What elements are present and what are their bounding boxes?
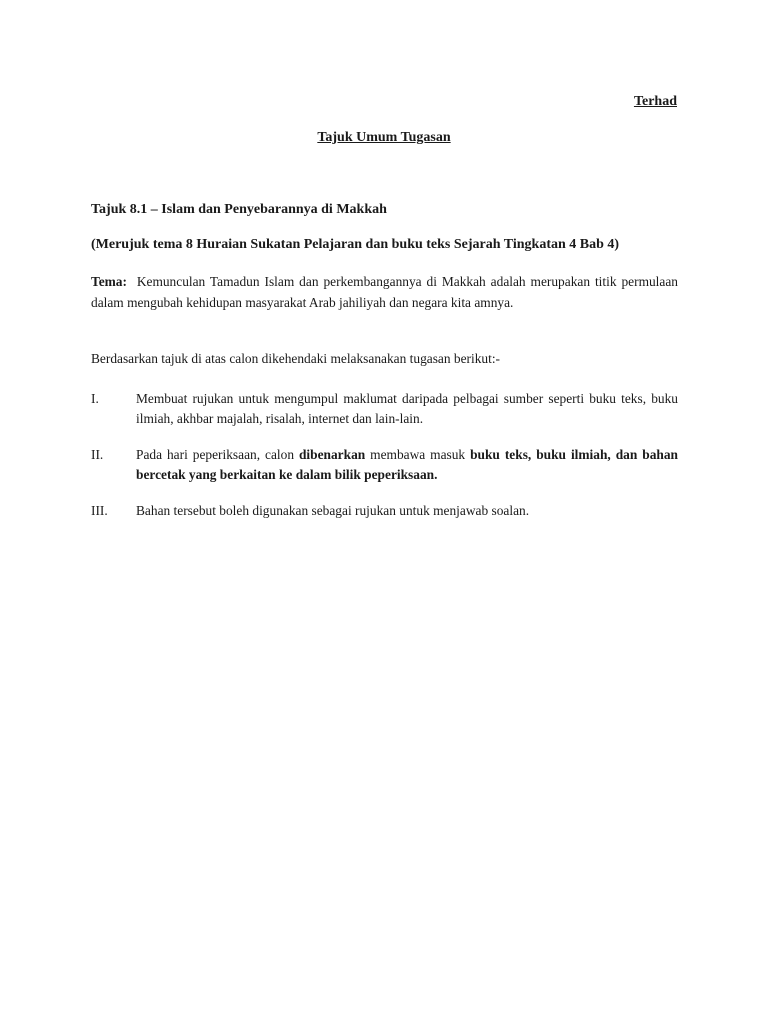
- topic-heading: Tajuk 8.1 – Islam dan Penyebarannya di Makkah: [91, 202, 387, 217]
- reference-note: (Merujuk tema 8 Huraian Sukatan Pelajaran dan buku teks Sejarah Tingkatan 4 Bab 4): [91, 237, 620, 252]
- task-item: [91, 389, 678, 429]
- instructions-intro: Berdasarkan tajuk di atas calon dikehendaki melaksanakan tugasan berikut:-: [91, 351, 501, 366]
- task-list: [91, 389, 678, 521]
- emphasis-materials: buku teks, buku ilmiah, dan bahan bercetak yang berkaitan ke dalam bilik peperiksaan.: [136, 447, 679, 482]
- classification-label: Terhad: [633, 94, 677, 109]
- document-title: Tajuk Umum Tugasan: [317, 130, 451, 145]
- emphasis-permitted: dibenarkan: [298, 447, 366, 462]
- task-numeral: I.: [91, 391, 99, 406]
- task-text-part: Pada hari peperiksaan, calon: [136, 447, 299, 462]
- task-item: [91, 501, 678, 521]
- task-numeral: II.: [91, 447, 104, 462]
- theme-text: Kemunculan Tamadun Islam dan perkembangannya di Makkah adalah merupakan titik permulaan dalam mengubah kehidupan masyarakat Arab jahiliyah dan negara kita amnya.: [91, 274, 678, 310]
- task-text-part: membawa masuk: [365, 447, 471, 462]
- task-text: Bahan tersebut boleh digunakan sebagai rujukan untuk menjawab soalan.: [136, 503, 530, 518]
- theme-paragraph: [91, 271, 678, 313]
- theme-label: Tema:: [91, 274, 127, 289]
- task-text: [136, 445, 678, 485]
- task-numeral: III.: [91, 503, 108, 518]
- task-item: [91, 445, 678, 485]
- task-text: Membuat rujukan untuk mengumpul maklumat daripada pelbagai sumber seperti buku teks, buku ilmiah, akhbar majalah, risalah, internet dan lain-lain.: [136, 391, 678, 426]
